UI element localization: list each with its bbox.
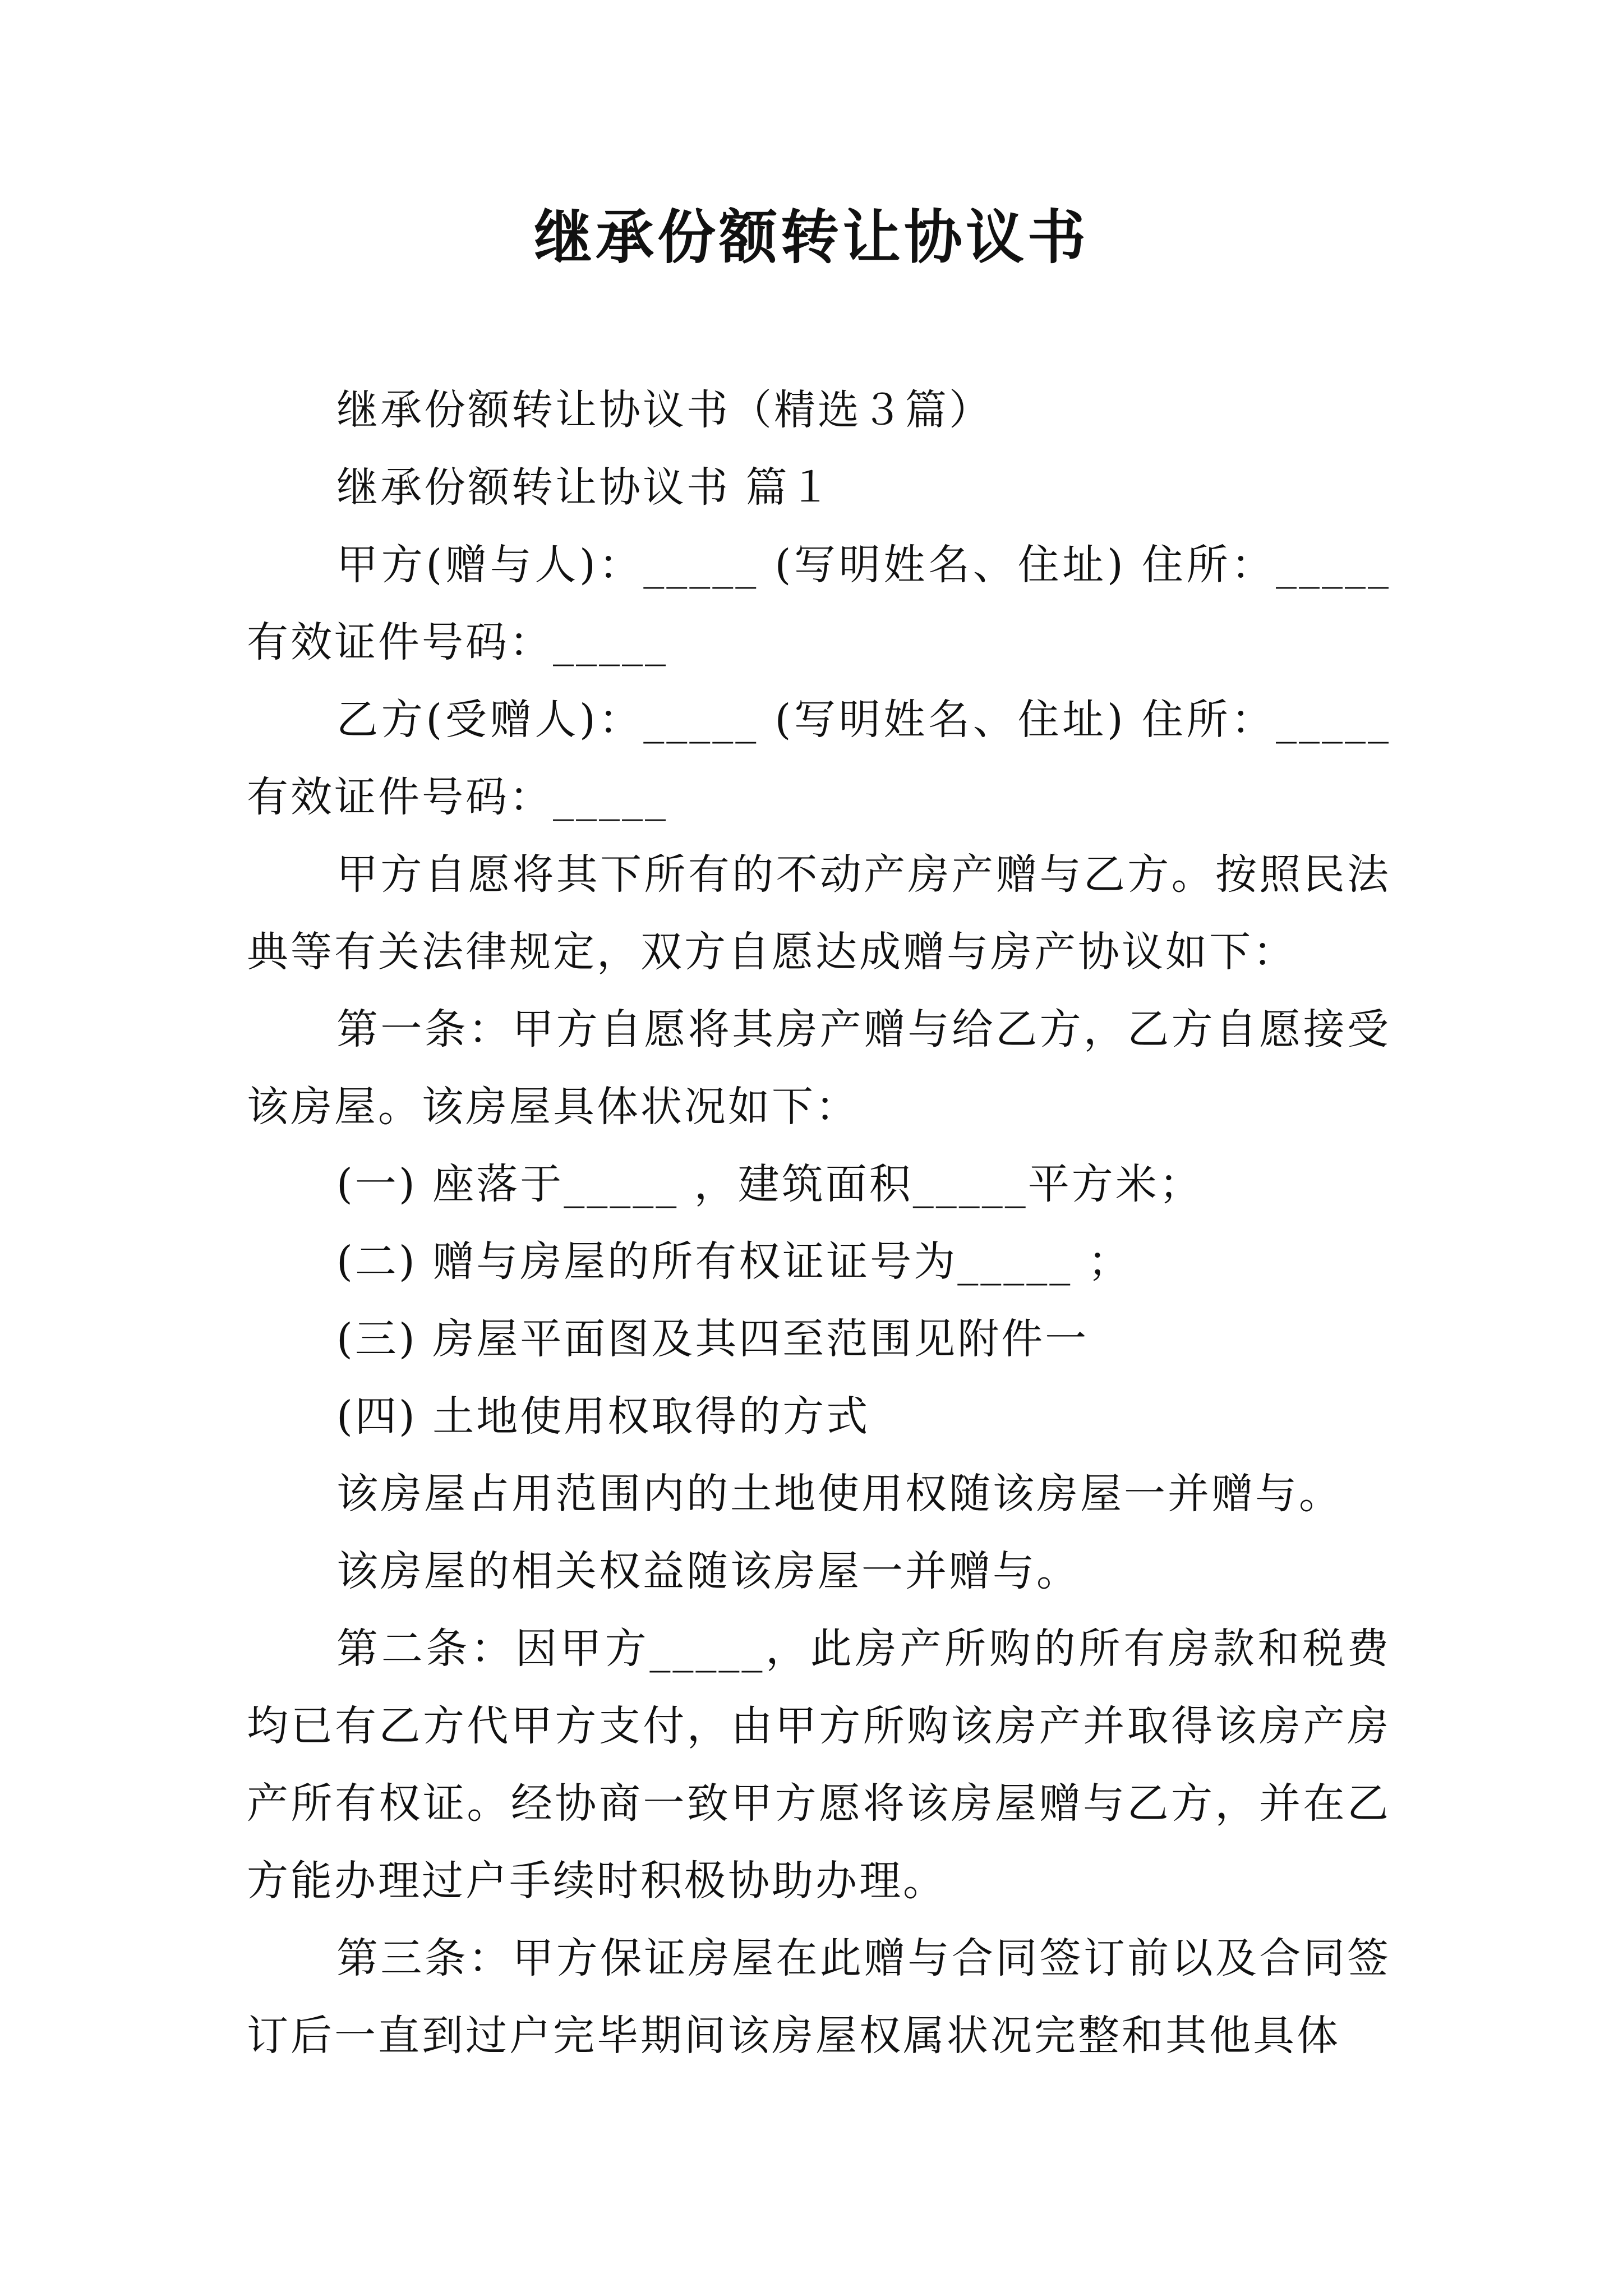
paragraph-party-b: 乙方(受赠人)：_____ (写明姓名、住址) 住所：_____有效证件号码：_____ (247, 696, 1391, 821)
paragraph-subtitle: 继承份额转让协议书（精选３篇） (336, 386, 993, 434)
paragraph-item-1: (一) 座落于_____ ，建筑面积_____平方米； (336, 1160, 1203, 1208)
paragraph-article-2: 第二条：因甲方_____，此房产所购的所有房款和税费均已有乙方代甲方支付，由甲方所购该房产并取得该房产房产所有权证。经协商一致甲方愿将该房屋赠与乙方，并在乙方能办理过户手续时积极协助办理。 (247, 1625, 1391, 1905)
paragraph-part-heading: 继承份额转让协议书 篇１ (336, 463, 833, 512)
document-title: 继承份额转让协议书 (533, 203, 1089, 272)
paragraph-rights: 该房屋的相关权益随该房屋一并赠与。 (336, 1547, 1080, 1595)
paragraph-item-3: (三) 房屋平面图及其四至范围见附件一 (336, 1315, 1089, 1363)
paragraph-preamble: 甲方自愿将其下所有的不动产房产赠与乙方。按照民法典等有关法律规定，双方自愿达成赠与房产协议如下： (247, 850, 1391, 976)
paragraph-item-4: (四) 土地使用权取得的方式 (336, 1392, 870, 1441)
paragraph-article-1: 第一条：甲方自愿将其房产赠与给乙方，乙方自愿接受该房屋。该房屋具体状况如下： (247, 1005, 1391, 1131)
paragraph-article-3: 第三条：甲方保证房屋在此赠与合同签订前以及合同签订后一直到过户完毕期间该房屋权属状况完整和其他具体 (247, 1934, 1391, 2060)
paragraph-land-use: 该房屋占用范围内的土地使用权随该房屋一并赠与。 (336, 1470, 1343, 1518)
document-body (247, 371, 1391, 2074)
paragraph-item-2: (二) 赠与房屋的所有权证证号为_____ ； (336, 1237, 1132, 1286)
paragraph-party-a: 甲方(赠与人)：_____ (写明姓名、住址) 住所：_____有效证件号码：_____ (247, 541, 1391, 666)
